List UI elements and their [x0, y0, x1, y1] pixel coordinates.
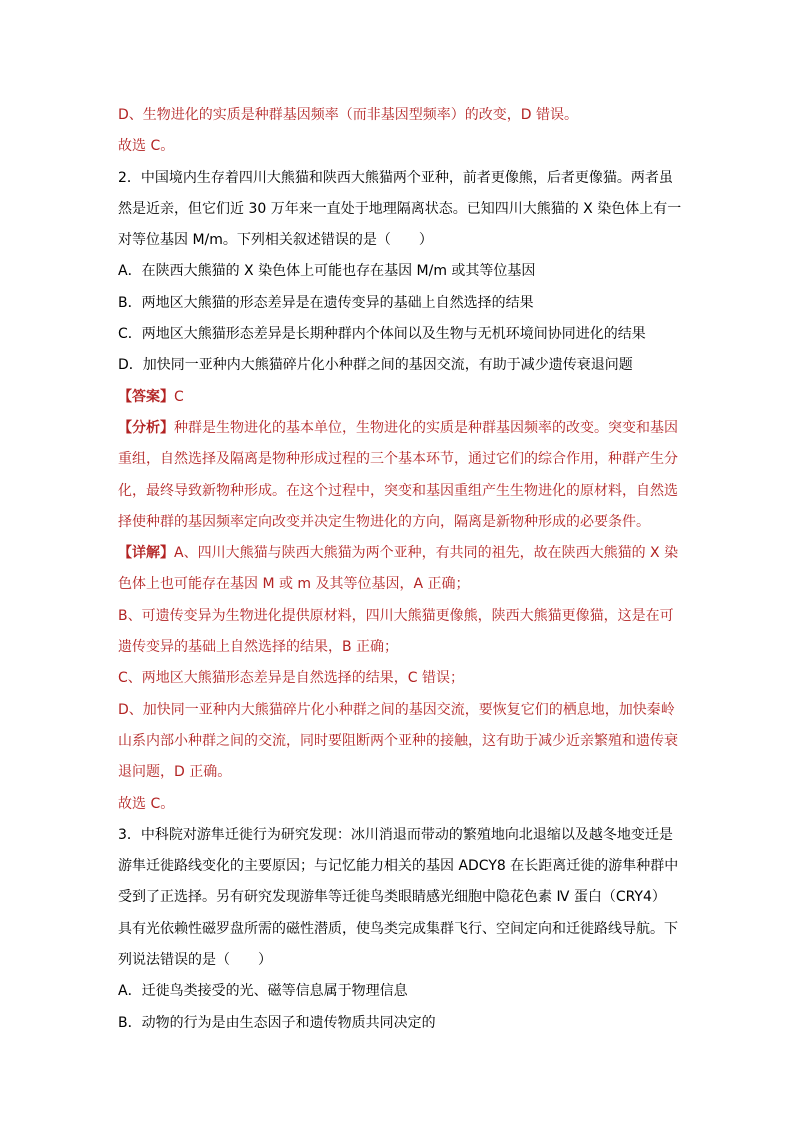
- q2-detail-line-7: 山系内部小种群之间的交流，同时要阻断两个亚种的接触，这有助于减少近亲繁殖和遗传衰: [118, 732, 678, 749]
- q3-stem-line-4: 具有光依赖性磁罗盘所需的磁性潜质，使鸟类完成集群飞行、空间定向和迁徙路线导航。下: [118, 920, 678, 937]
- q3-stem-line-1: 3．中科院对游隼迁徙行为研究发现：冰川消退而带动的繁殖地向北退缩以及越冬地变迁是: [118, 826, 673, 843]
- q2-detail-line-6: D、加快同一亚种内大熊猫碎片化小种群之间的基因交流，要恢复它们的栖息地，加快秦岭: [118, 701, 675, 718]
- prev-choose-line: 故选 C。: [118, 138, 175, 155]
- q2-analysis-line-2: 重组，自然选择及隔离是物种形成过程的三个基本环节，通过它们的综合作用，种群产生分: [118, 451, 678, 468]
- q2-detail-line-2: 色体上也可能存在基因 M 或 m 及其等位基因，A 正确；: [118, 576, 470, 593]
- q2-analysis-line-1: [118, 413, 678, 444]
- q2-option-c: C．两地区大熊猫形态差异是长期种群内个体间以及生物与无机环境间协同进化的结果: [118, 326, 646, 343]
- q2-option-b: B．两地区大熊猫的形态差异是在遗传变异的基础上自然选择的结果: [118, 294, 534, 311]
- q2-stem-line-3: 对等位基因 M/m。下列相关叙述错误的是（ ）: [118, 232, 433, 249]
- q2-stem-line-2: 然是近亲，但它们近 30 万年来一直处于地理隔离状态。已知四川大熊猫的 X 染色体上有一: [118, 200, 682, 217]
- q2-detail-line-3: B、可遗传变异为生物进化提供原材料，四川大熊猫更像熊，陕西大熊猫更像猫，这是在可: [118, 607, 674, 624]
- q3-option-b: B．动物的行为是由生态因子和遗传物质共同决定的: [118, 1014, 436, 1031]
- detail-tag: 【详解】: [118, 545, 174, 562]
- q3-option-a: A．迁徙鸟类接受的光、磁等信息属于物理信息: [118, 983, 408, 1000]
- q2-detail-line-5: C、两地区大熊猫形态差异是自然选择的结果，C 错误；: [118, 670, 464, 687]
- q2-answer-line: [118, 382, 678, 413]
- q2-detail-line-1: [118, 538, 678, 569]
- q2-detail-line-4: 遗传变异的基础上自然选择的结果，B 正确；: [118, 639, 399, 656]
- q3-stem-line-2: 游隼迁徙路线变化的主要原因；与记忆能力相关的基因 ADCY8 在长距离迁徙的游隼种群中: [118, 858, 679, 875]
- q2-choose-line: 故选 C。: [118, 795, 175, 812]
- q2-analysis-line-3: 化，最终导致新物种形成。在这个过程中，突变和基因重组产生生物进化的原材料，自然选: [118, 482, 678, 499]
- analysis-text-1: 种群是生物进化的基本单位，生物进化的实质是种群基因频率的改变。突变和基因: [174, 419, 678, 436]
- detail-text-1: A、四川大熊猫与陕西大熊猫为两个亚种，有共同的祖先，故在陕西大熊猫的 X 染: [174, 545, 679, 562]
- q2-analysis-line-4: 择使种群的基因频率定向改变并决定生物进化的方向，隔离是新物种形成的必要条件。: [118, 513, 650, 530]
- document-content: [118, 100, 682, 1039]
- q3-stem-line-5: 列说法错误的是（ ）: [118, 952, 272, 969]
- answer-tag: 【答案】: [118, 388, 174, 405]
- q2-option-a: A．在陕西大熊猫的 X 染色体上可能也存在基因 M/m 或其等位基因: [118, 263, 536, 280]
- q2-option-d: D．加快同一亚种内大熊猫碎片化小种群之间的基因交流，有助于减少遗传衰退问题: [118, 357, 633, 374]
- q3-stem-line-3: 受到了正选择。另有研究发现游隼等迁徙鸟类眼睛感光细胞中隐花色素 Ⅳ 蛋白（CRY4）: [118, 889, 666, 906]
- prev-option-d-explanation: D、生物进化的实质是种群基因频率（而非基因型频率）的改变，D 错误。: [118, 107, 579, 123]
- answer-value: C: [174, 388, 184, 405]
- analysis-tag: 【分析】: [118, 419, 174, 436]
- q2-stem-line-1: 2．中国境内生存着四川大熊猫和陕西大熊猫两个亚种，前者更像熊，后者更像猫。两者虽: [118, 169, 673, 186]
- q2-detail-line-8: 退问题，D 正确。: [118, 764, 232, 781]
